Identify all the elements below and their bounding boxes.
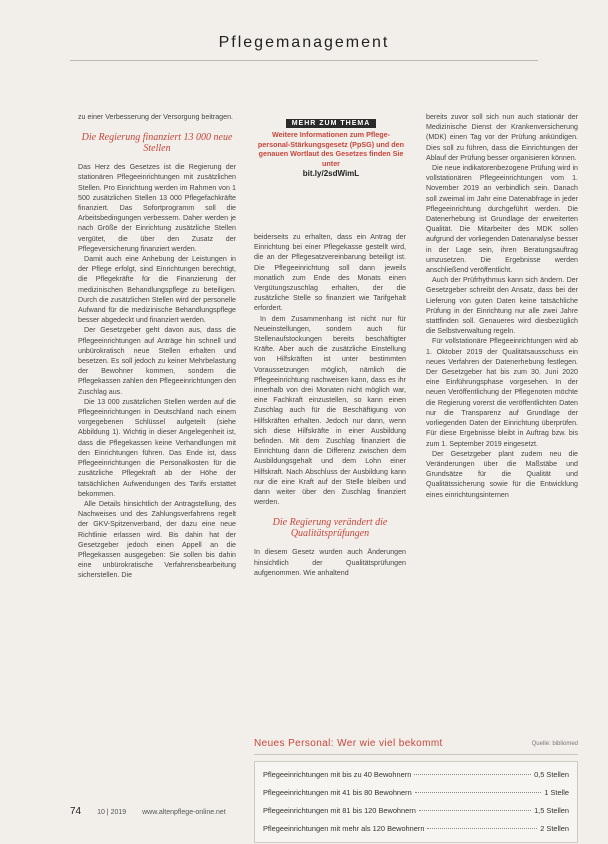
row-value: 1,5 Stellen <box>534 806 569 815</box>
leader-dots <box>427 828 537 829</box>
subhead-qualitaet: Die Regierung verändert die Qualitätsprüfungen <box>272 517 388 540</box>
paragraph: In dem Zusammenhang ist nicht nur für Neueinstellungen, sondern auch für Stellenaufstockungen bereits beschäftigter Kräfte. Aber auch die zusätzliche Einstellung von Hilfskräften ist unter bestimmten Voraussetzungen möglich, nämlich die Pflegeeinrichtung nachweisen kann, dass es ihr innerhalb von drei Monaten nicht möglich war, eine Fachkraft einzustellen, so kann einen Zuschlag auch für die Beschäftigung von Hilfskräften erhalten. Jedoch nur dann, wenn sich diese Hilfskräfte in einer Ausbildung befinden. Mit dem Zuschlag finanziert die Einrichtung dann die Differenz zwischen dem Ausbildungsgehalt und dem Lohn einer Hilfskraft. Nach Abschluss der Ausbildung kann nur die eine Kraft auf der Stelle bleiben und dann weiter über den Zuschlag finanziert werden. <box>254 314 406 507</box>
paragraph: In diesem Gesetz wurden auch Änderungen hinsichtlich der Qualitätsprüfungen aufgenommen. Wie anhaltend <box>254 548 406 577</box>
paragraph: Auch der Prüfrhythmus kann sich ändern. Der Gesetzgeber schreibt den Ansatz, dass bei der Lieferung von guten Daten keine tatsächliche Prüfung in der Einrichtung nur alle zwei Jahre stattfinden soll. Genaueres wird diesbezüglich die Selbstverwaltung regeln. <box>426 276 578 336</box>
staffing-box-source: Quelle: bibliomed <box>531 741 578 747</box>
footer-url[interactable]: www.altenpflege-online.net <box>142 809 226 816</box>
page-footer <box>70 806 226 817</box>
subhead-stellen: Die Regierung finanziert 13 000 neue Stellen <box>81 132 233 155</box>
row-label: Pflegeeinrichtungen mit 81 bis 120 Bewohnern <box>263 806 416 815</box>
paragraph: Die neue indikatorenbezogene Prüfung wird in vollstationären Pflegeeinrichtungen vom 1. November 2019 an verbindlich sein. Danach soll zweimal im Jahr eine Datenabfrage in jeder Pflegeeinrichtung durchgeführt werden. Die Datenerhebung ist Grundlage der erweiterten Qualität. Die Mitarbeiter des MDK sollen aufgrund der vorliegenden Datenanalyse besser in der Lage sein, ihren Beratungsauftrag umzusetzen. Die Ergebnisse werden anschließend veröffentlicht. <box>426 164 578 275</box>
issue-label: 10 | 2019 <box>97 809 127 816</box>
list-item <box>263 766 569 784</box>
list-item <box>263 784 569 802</box>
info-box-tag: MEHR ZUM THEMA <box>286 119 377 128</box>
paragraph: Die 13 000 zusätzlichen Stellen werden auf die Pflegeeinrichtungen in Deutschland nach einem vorgegebenen Schlüssel aufgeteilt (siehe Abbildung 1). Wichtig in dieser Angelegenheit ist, dass die Pflegekassen keine Verhandlungen mit den Einrichtungen führen. Das Ende ist, dass Pflegeeinrichtungen die Personalkosten für die zusätzliche Pflegekraft ab der Höhe der tatsächlichen Aufwendungen des Tarifs erstattet bekommen. <box>78 397 236 498</box>
staffing-list <box>254 761 578 843</box>
row-value: 0,5 Stellen <box>534 770 569 779</box>
list-item <box>263 802 569 820</box>
staffing-box-title: Neues Personal: Wer wie viel bekommt <box>254 738 443 749</box>
header-rule <box>70 60 538 61</box>
leader-dots <box>414 774 531 775</box>
row-value: 2 Stellen <box>540 824 569 833</box>
leader-dots <box>419 810 531 811</box>
paragraph: beiderseits zu erhalten, dass ein Antrag der Einrichtung bei einer Pflegekasse gestellt wird, die an der Pflegesatzvereinbarung beteiligt ist. Die Pflegeeinrichtung soll dann jeweils monatlich zum Ende des Monats einen Vergütungszuschlag erhalten, der die zusätzliche Stelle so finanziert wie Tarifgehalt erfordert. <box>254 233 406 313</box>
staffing-box <box>254 738 578 843</box>
list-item <box>263 820 569 838</box>
paragraph: bereits zuvor soll sich nun auch stationär der Medizinische Dienst der Krankenversicherung (MDK) einen Tag vor der Prüfung ankündigen. Dies soll zu führen, dass die Einrichtungen der Ablauf der Prüfung besser organisieren können. <box>426 113 578 162</box>
paragraph: Der Gesetzgeber geht davon aus, dass die Pflegeeinrichtungen auf Anträge hin schnell und unbürokratisch neue Stellen erhalten und besetzen. Es soll jedoch zu keiner Mehrbelastung der Bewohner kommen, sondern die Pflegekassen zahlen den Pflegeeinrichtungen den Zuschlag aus. <box>78 326 236 396</box>
paragraph: Der Gesetzgeber plant zudem neu die Veränderungen über die Maßstäbe und Grundsätze für die Qualität und Qualitätssicherung sowie für die Entwicklung eines einrichtungsinternen <box>426 449 578 499</box>
staffing-box-header <box>254 738 578 755</box>
column-2 <box>254 232 406 578</box>
row-label: Pflegeeinrichtungen mit mehr als 120 Bewohnern <box>263 824 425 833</box>
column-3 <box>426 112 578 500</box>
page-number: 74 <box>70 806 82 817</box>
info-box <box>256 112 406 178</box>
paragraph: Das Herz des Gesetzes ist die Regierung der stationären Pflegeeinrichtungen mit zusätzlichen Stellen. Pro Einrichtung werden im Rahmen von 1 500 zusätzlichen Stellen 13 000 Pflegefachkräfte finanziert. Das Sofortprogramm soll die Arbeitsbedingungen verbessern. Daher werden je nach Größe der Einrichtung zusätzliche Stellen vergütet, die über den Zusatz der Pflegeversicherung finanziert werden. <box>78 163 236 253</box>
row-label: Pflegeeinrichtungen mit 41 bis 80 Bewohnern <box>263 788 412 797</box>
column-1 <box>78 112 236 581</box>
leader-dots <box>415 792 542 793</box>
paragraph: Für vollstationäre Pflegeeinrichtungen wird ab 1. Oktober 2019 der Qualitätsausschuss ein neues Verfahren der Datenerhebung festlegen. Der Gesetzgeber hat bis zum 30. Juni 2020 eine Einführungsphase vorgesehen. In der neuen Veröffentlichung der Pflegenoten möchte die Regierung vorerst die veröffentlichten Daten nur die Transparenz auf Grundlage der vorliegenden Daten der Einrichtung überprüfen. Für diese Ergebnisse bleibt in Auftrag bzw. bis zum 1. September 2019 eingesetzt. <box>426 337 578 448</box>
paragraph: Alle Details hinsichtlich der Antragstellung, des Nachweises und des Zahlungsverfahrens regelt der GKV-Spitzenverband, der dazu eine neue Richtlinie erlassen wird. Bis dahin hat der Gesetzgeber jedoch einen Appell an die Pflegekassen ausgegeben: Sie sollen bis dahin eine unbürokratische Verfahrensbearbeitung sicherstellen. Die <box>78 499 236 580</box>
intro-text: zu einer Verbesserung der Versorgung beitragen. <box>78 113 233 121</box>
info-box-link[interactable]: bit.ly/2sdWimL <box>302 169 360 178</box>
row-label: Pflegeeinrichtungen mit bis zu 40 Bewohnern <box>263 770 412 779</box>
section-title: Pflegemanagement <box>218 34 390 51</box>
row-value: 1 Stelle <box>544 788 569 797</box>
paragraph: Damit auch eine Anhebung der Leistungen in der Pflege erfolgt, sind Einrichtungen berechtigt, die Pflegekräfte für die Finanzierung der medizinischen Behandlungspflege zu beteiligen. Durch die zusätzlichen Stellen wird der personelle Aufwand für die medizinische Behandlungspflege besser abgedeckt und finanziert werden. <box>78 255 236 325</box>
info-box-text: Weitere Informationen zum Pflege-personal-Stärkungsgesetz (PpSG) und den genauen Wortlaut des Gesetzes finden Sie unter <box>257 130 405 168</box>
